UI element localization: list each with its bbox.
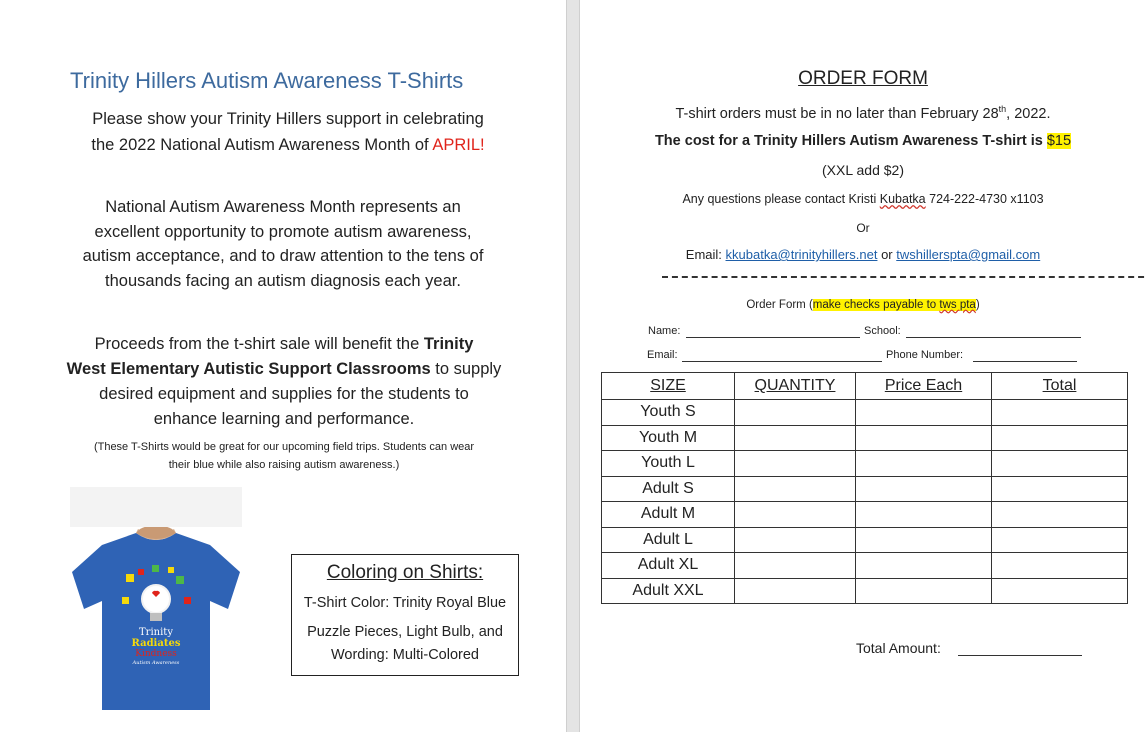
- email-link-kubatka[interactable]: kkubatka@trinityhillers.net: [725, 247, 878, 262]
- quantity-cell[interactable]: [735, 476, 856, 502]
- contact-phone: 724-222-4730 x1103: [925, 192, 1044, 206]
- or-text: Or: [856, 221, 870, 235]
- cost-line: [580, 133, 1146, 149]
- orderform-payee: tws pta: [939, 299, 976, 311]
- header-price-each: Price Each: [856, 373, 992, 400]
- total-cell[interactable]: [992, 502, 1128, 528]
- table-row: [602, 400, 1128, 426]
- deadline-line: [580, 104, 1146, 122]
- size-cell: Adult XXL: [602, 578, 735, 604]
- proceeds-line-1: [64, 332, 504, 357]
- right-page: [580, 0, 1146, 732]
- note-line-2: their blue while also raising autism awareness.): [168, 459, 400, 471]
- order-form-subheading: [580, 299, 1146, 311]
- intro-line-2-text: the 2022 National Autism Awareness Month of: [91, 136, 433, 154]
- price-cell[interactable]: [856, 425, 992, 451]
- total-cell[interactable]: [992, 553, 1128, 579]
- coloring-info-box: [291, 554, 519, 676]
- header-size: SIZE: [602, 373, 735, 400]
- deadline-year: , 2022.: [1006, 105, 1051, 122]
- orderform-text-b: ): [975, 299, 980, 311]
- table-row: [602, 425, 1128, 451]
- table-row: [602, 553, 1128, 579]
- size-cell: Youth M: [602, 425, 735, 451]
- quantity-cell[interactable]: [735, 425, 856, 451]
- email-link-pta[interactable]: twshillerspta@gmail.com: [896, 247, 1041, 262]
- orderform-highlight: [813, 299, 976, 311]
- total-amount-field[interactable]: [958, 643, 1082, 656]
- size-cell: Adult L: [602, 527, 735, 553]
- cost-text: The cost for a Trinity Hillers Autism Awareness T-shirt is: [654, 133, 1047, 149]
- proceeds-line-2: [64, 357, 504, 382]
- proceeds-bold-2: West Elementary Autistic Support Classrooms: [66, 360, 431, 378]
- shirt-text-kindness: Kindness: [135, 649, 177, 659]
- price-cell[interactable]: [856, 400, 992, 426]
- total-cell[interactable]: [992, 425, 1128, 451]
- school-field[interactable]: [906, 325, 1081, 338]
- phone-label: Phone Number:: [886, 349, 964, 361]
- awareness-paragraph: [60, 195, 506, 293]
- total-cell[interactable]: [992, 451, 1128, 477]
- proceeds-text-a: Proceeds from the t-shirt sale will benefit the: [94, 335, 424, 353]
- table-row: [602, 527, 1128, 553]
- school-label: School:: [864, 325, 901, 337]
- order-form-title: ORDER FORM: [798, 68, 928, 89]
- awareness-line-1: National Autism Awareness Month represents an: [105, 198, 461, 216]
- price-cell[interactable]: [856, 476, 992, 502]
- proceeds-bold-1: Trinity: [423, 335, 474, 353]
- quantity-cell[interactable]: [735, 400, 856, 426]
- table-row: [602, 451, 1128, 477]
- phone-field[interactable]: [973, 349, 1077, 362]
- note-line-1: (These T-Shirts would be great for our upcoming field trips. Students can wear: [93, 441, 475, 453]
- intro-line-1: Please show your Trinity Hillers support in celebrating: [92, 110, 484, 128]
- email-label: Email:: [685, 247, 726, 262]
- cost-price: $15: [1046, 133, 1072, 149]
- table-row: [602, 502, 1128, 528]
- coloring-heading: Coloring on Shirts:: [326, 562, 484, 583]
- size-cell: Adult M: [602, 502, 735, 528]
- name-label: Name:: [648, 325, 681, 337]
- total-cell[interactable]: [992, 476, 1128, 502]
- xxl-note: (XXL add $2): [822, 162, 904, 178]
- deadline-text: T-shirt orders must be in no later than February 28: [675, 105, 999, 122]
- header-quantity: QUANTITY: [735, 373, 856, 400]
- quantity-cell[interactable]: [735, 578, 856, 604]
- tshirt-photo-background: [70, 487, 242, 527]
- price-cell[interactable]: [856, 502, 992, 528]
- quantity-cell[interactable]: [735, 553, 856, 579]
- size-cell: Adult XL: [602, 553, 735, 579]
- proceeds-text-b: to supply: [430, 360, 502, 378]
- price-cell[interactable]: [856, 527, 992, 553]
- awareness-line-4: thousands facing an autism diagnosis each year.: [105, 271, 461, 290]
- quantity-cell[interactable]: [735, 527, 856, 553]
- left-page: [0, 0, 566, 732]
- size-cell: Adult S: [602, 476, 735, 502]
- contact-text: Any questions please contact Kristi: [682, 192, 880, 206]
- field-trip-note: [64, 438, 504, 474]
- contact-line: [580, 192, 1146, 206]
- shirt-text-radiates: Radiates: [131, 638, 181, 649]
- table-row: [602, 476, 1128, 502]
- total-amount-label: Total Amount:: [856, 640, 941, 656]
- size-cell: Youth S: [602, 400, 735, 426]
- awareness-line-2: excellent opportunity to promote autism awareness,: [94, 222, 472, 241]
- page-divider: [566, 0, 580, 732]
- orderform-highlight-text: make checks payable to: [812, 299, 940, 311]
- total-cell[interactable]: [992, 578, 1128, 604]
- dashed-separator: [662, 276, 1146, 278]
- shirt-text-autism: Autism Awareness: [132, 660, 180, 666]
- table-row: [602, 578, 1128, 604]
- header-total: Total: [992, 373, 1128, 400]
- contact-name: Kubatka: [879, 192, 926, 206]
- tshirt-image: [70, 527, 242, 710]
- coloring-pieces-line: Puzzle Pieces, Light Bulb, and: [307, 624, 503, 640]
- total-cell[interactable]: [992, 400, 1128, 426]
- order-table-header: [602, 373, 1128, 400]
- intro-paragraph: [60, 106, 516, 158]
- proceeds-line-3: desired equipment and supplies for the students to: [99, 385, 469, 403]
- email-or: or: [877, 247, 897, 262]
- quantity-cell[interactable]: [735, 451, 856, 477]
- page-title: Trinity Hillers Autism Awareness T-Shirts: [70, 68, 464, 93]
- price-cell[interactable]: [856, 451, 992, 477]
- order-table: [601, 372, 1128, 604]
- size-cell: Youth L: [602, 451, 735, 477]
- intro-line-2: [60, 132, 516, 158]
- deadline-suffix: th: [998, 104, 1007, 114]
- email-line: [580, 247, 1146, 262]
- price-cell[interactable]: [856, 578, 992, 604]
- coloring-wording-line: Wording: Multi-Colored: [330, 647, 479, 663]
- name-field[interactable]: [686, 325, 860, 338]
- proceeds-line-4: enhance learning and performance.: [153, 410, 415, 428]
- orderform-text-a: Order Form (: [746, 299, 813, 311]
- quantity-cell[interactable]: [735, 502, 856, 528]
- proceeds-paragraph: [64, 332, 504, 432]
- email-field[interactable]: [682, 349, 882, 362]
- intro-month: APRIL!: [432, 136, 485, 154]
- price-cell[interactable]: [856, 553, 992, 579]
- total-cell[interactable]: [992, 527, 1128, 553]
- shirt-text-trinity: Trinity: [139, 627, 173, 638]
- email-field-label: Email:: [647, 349, 678, 361]
- awareness-line-3: autism acceptance, and to draw attention to the tens of: [82, 247, 484, 265]
- coloring-shirt-color: T-Shirt Color: Trinity Royal Blue: [303, 595, 507, 611]
